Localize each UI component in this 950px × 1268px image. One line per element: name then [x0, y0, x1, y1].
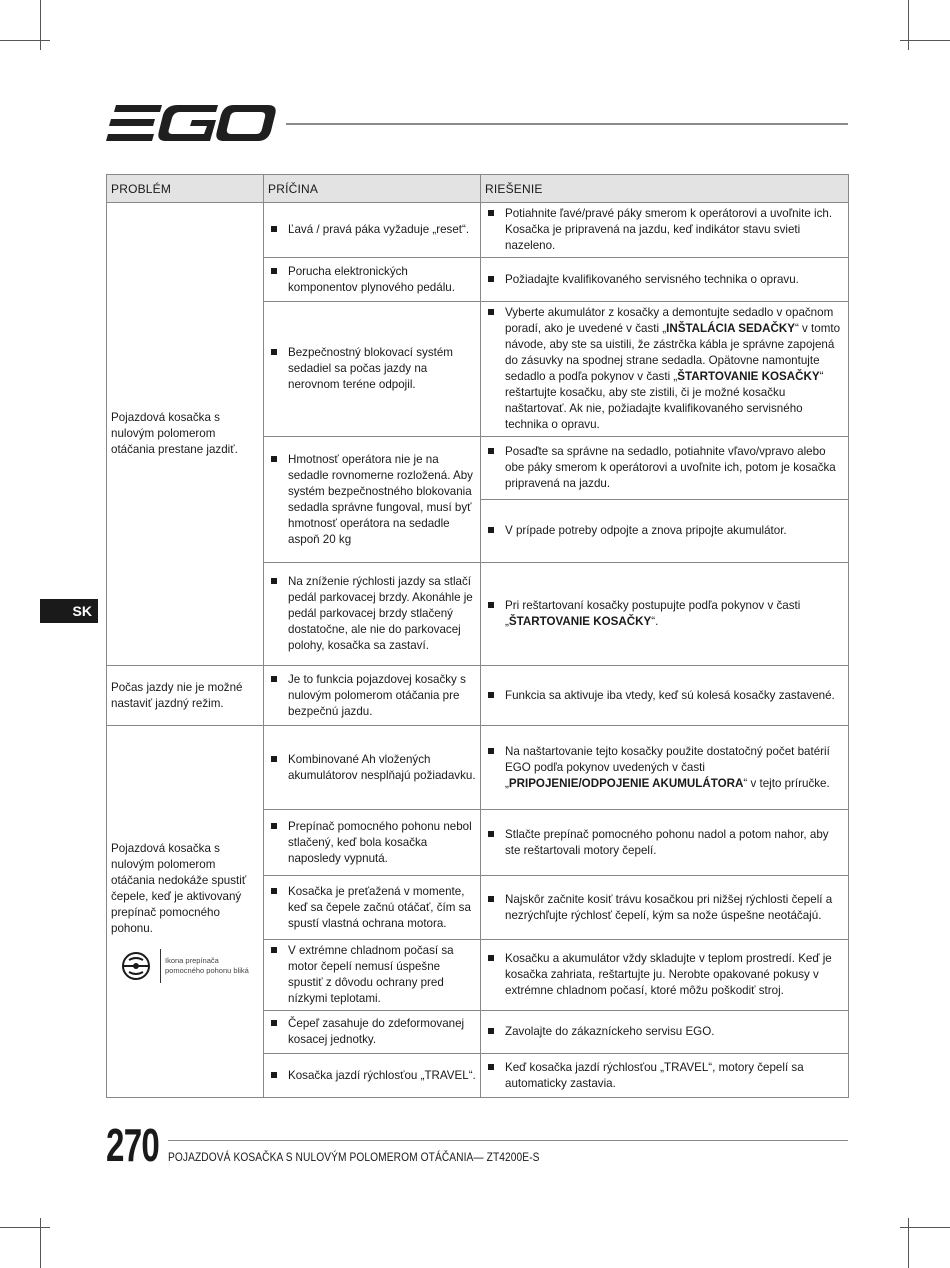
- solution-text: Potiahnite ľavé/pravé páky smerom k operátorovi a uvoľnite ich. Kosačka je pripravená na jazdu, keď indikátor stavu svieti nazeleno.: [485, 206, 844, 254]
- solution-cell: [481, 203, 849, 258]
- crop-mark: [40, 1218, 41, 1268]
- cause-cell: [264, 563, 481, 666]
- solution-text-part: “.: [651, 615, 659, 628]
- troubleshooting-table: [106, 174, 849, 1098]
- crop-mark: [900, 1227, 950, 1228]
- solution-cell: [481, 876, 849, 940]
- solution-text-part: Pri reštartovaní kosačky postupujte podľa pokynov v časti „: [505, 599, 801, 628]
- solution-cell: [481, 500, 849, 563]
- cause-cell: [264, 1011, 481, 1054]
- header-rule: [286, 123, 848, 125]
- cause-text: Hmotnosť operátora nie je na sedadle rovnomerne rozložená. Aby systém bezpečnostného blokovania sedadla správne fungoval, musí byť hmotnosť operátora na sedadle aspoň 20 kg: [268, 452, 476, 548]
- solution-cell: [481, 563, 849, 666]
- solution-text: Posaďte sa správne na sedadlo, potiahnite vľavo/vpravo alebo obe páky smerom k operátorovi a uvoľnite ich, potom je kosačka pripravená na jazdu.: [485, 444, 844, 492]
- cause-cell: [264, 302, 481, 437]
- solution-cell: [481, 666, 849, 726]
- solution-text: V prípade potreby odpojte a znova pripojte akumulátor.: [485, 523, 844, 539]
- problem-cell: [107, 666, 264, 726]
- section-ref: ŠTARTOVANIE KOSAČKY: [508, 615, 652, 628]
- section-ref: PRIPOJENIE/ODPOJENIE AKUMULÁTORA: [508, 776, 744, 790]
- solution-cell: [481, 726, 849, 810]
- solution-text: [485, 598, 844, 630]
- table-row: [107, 203, 849, 258]
- cause-cell: [264, 726, 481, 810]
- solution-text: Funkcia sa aktivuje iba vtedy, keď sú kolesá kosačky zastavené.: [485, 688, 844, 704]
- solution-text: Keď kosačka jazdí rýchlosťou „TRAVEL“, motory čepelí sa automaticky zastavia.: [485, 1060, 844, 1092]
- cause-cell: [264, 666, 481, 726]
- solution-text: Stlačte prepínač pomocného pohonu nadol a potom nahor, aby ste reštartovali motory čepelí.: [485, 827, 844, 859]
- solution-text-part: “ reštartujte kosačku, aby ste zistili, či je možné kosačku naštartovať. Ak nie, požiadajte kvalifikovaného servisného technika o opravu.: [505, 370, 824, 431]
- cause-text: Ľavá / pravá páka vyžaduje „reset“.: [268, 222, 476, 238]
- pto-icon-legend: [111, 949, 259, 983]
- cause-cell: [264, 258, 481, 302]
- solution-cell: [481, 1054, 849, 1098]
- cause-cell: [264, 203, 481, 258]
- header-problem: PROBLÉM: [107, 175, 264, 203]
- cause-text: Čepeľ zasahuje do zdeformovanej kosacej jednotky.: [268, 1016, 476, 1048]
- language-tab: SK: [40, 599, 98, 623]
- solution-text: Najskôr začnite kosiť trávu kosačkou pri nižšej rýchlosti čepelí a nezrýchľujte rýchlosť čepelí, kým sa nože úspešne neotáčajú.: [485, 892, 844, 924]
- solution-text-part: “ v tomto návode, aby ste sa uistili, že zástrčka kábla je správne zapojená do zásuvky na spodnej strane sedadla. Opätovne namontujte sedadlo a podľa pokynov v časti „: [505, 322, 841, 383]
- problem-cell: [107, 203, 264, 666]
- cause-cell: [264, 810, 481, 876]
- solution-cell: [481, 258, 849, 302]
- solution-text: [485, 305, 844, 433]
- cause-text: Porucha elektronických komponentov plynového pedálu.: [268, 264, 476, 296]
- crop-mark: [900, 40, 950, 41]
- footer-rule: [168, 1140, 848, 1141]
- crop-mark: [0, 40, 50, 41]
- header-cause: PRÍČINA: [264, 175, 481, 203]
- problem-text: Pojazdová kosačka s nulovým polomerom otáčania prestane jazdiť.: [111, 411, 238, 456]
- solution-cell: [481, 437, 849, 500]
- cause-text: Kosačka je preťažená v momente, keď sa čepele začnú otáčať, čím sa spustí vlastná ochrana motora.: [268, 884, 476, 932]
- section-ref: INŠTALÁCIA SEDAČKY: [666, 322, 795, 335]
- cause-cell: [264, 437, 481, 563]
- cause-text: V extrémne chladnom počasí sa motor čepelí nemusí úspešne spustiť z dôvodu ochrany pred nízkymi teplotami.: [268, 943, 476, 1007]
- cause-cell: [264, 940, 481, 1011]
- crop-mark: [0, 1227, 50, 1228]
- crop-mark: [908, 0, 909, 50]
- cause-text: Kombinované Ah vložených akumulátorov nesplňajú požiadavku.: [268, 752, 476, 784]
- solution-text: Kosačku a akumulátor vždy skladujte v teplom prostredí. Keď je kosačka zahriata, reštartujte ju. Nerobte opakované pokusy v extrémne chladnom počasí, ktoré môžu poškodiť stroj.: [485, 951, 844, 999]
- footer-title: POJAZDOVÁ KOSAČKA S NULOVÝM POLOMEROM OTÁČANIA— ZT4200E-S: [168, 1150, 540, 1164]
- cause-text: Bezpečnostný blokovací systém sedadiel sa počas jazdy na nerovnom teréne odpojil.: [268, 345, 476, 393]
- crop-mark: [40, 0, 41, 50]
- cause-text: Na zníženie rýchlosti jazdy sa stlačí pedál parkovacej brzdy. Akonáhle je pedál parkovacej brzdy stlačený dostatočne, ale nie do parkovacej polohy, kosačka sa zastaví.: [268, 574, 476, 654]
- cause-cell: [264, 876, 481, 940]
- ego-logo: [106, 103, 276, 143]
- table-row: [107, 726, 849, 810]
- problem-cell: [107, 726, 264, 1098]
- solution-cell: [481, 1011, 849, 1054]
- cause-text: Prepínač pomocného pohonu nebol stlačený, keď bola kosačka naposledy vypnutá.: [268, 819, 476, 867]
- cause-cell: [264, 1054, 481, 1098]
- icon-divider: [160, 949, 161, 983]
- solution-text: Požiadajte kvalifikovaného servisného technika o opravu.: [485, 272, 844, 288]
- solution-text: Zavolajte do zákazníckeho servisu EGO.: [485, 1024, 844, 1040]
- section-ref: ŠTARTOVANIE KOSAČKY: [677, 370, 820, 383]
- problem-text: Pojazdová kosačka s nulovým polomerom otáčania nedokáže spustiť čepele, keď je aktivovaný prepínač pomocného pohonu.: [111, 841, 247, 935]
- table-header-row: [107, 175, 849, 203]
- table-row: [107, 666, 849, 726]
- problem-text: Počas jazdy nie je možné nastaviť jazdný režim.: [111, 680, 243, 710]
- solution-text: [485, 744, 844, 792]
- solution-cell: [481, 810, 849, 876]
- page-number: 270: [106, 1119, 160, 1171]
- cause-text: Je to funkcia pojazdovej kosačky s nulovým polomerom otáčania pre bezpečnú jazdu.: [268, 672, 476, 720]
- solution-text-part: Na naštartovanie tejto kosačky použite dostatočný počet batérií EGO podľa pokynov uvedených v časti „: [505, 744, 830, 790]
- pto-switch-icon: [121, 951, 151, 981]
- header-solution: RIEŠENIE: [481, 175, 849, 203]
- solution-text-part: “ v tejto príručke.: [743, 776, 830, 790]
- icon-caption: Ikona prepínača pomocného pohonu bliká: [165, 955, 249, 975]
- solution-cell: [481, 940, 849, 1011]
- solution-cell: [481, 302, 849, 437]
- cause-text: Kosačka jazdí rýchlosťou „TRAVEL“.: [268, 1068, 476, 1084]
- crop-mark: [908, 1218, 909, 1268]
- solution-text-part: Vyberte akumulátor z kosačky a demontujte sedadlo v opačnom poradí, ako je uvedené v časti „: [505, 306, 834, 335]
